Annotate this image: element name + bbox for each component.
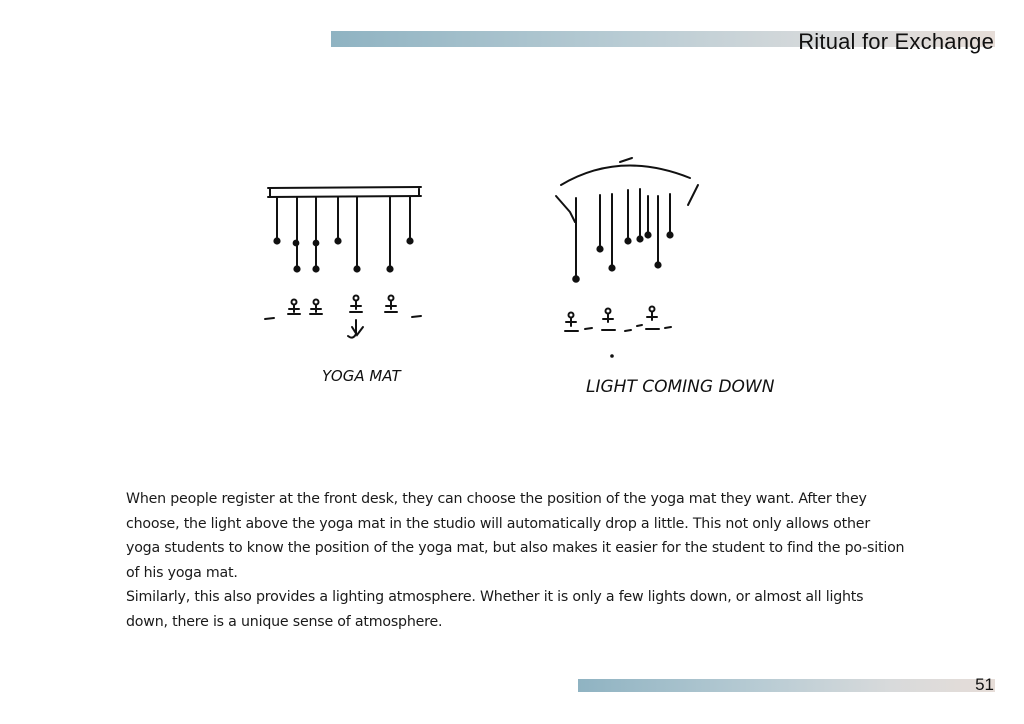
hanging-lights-left bbox=[274, 197, 412, 272]
sketch-caption-yoga-mat: YOGA MAT bbox=[322, 367, 401, 385]
yoga-people-right bbox=[565, 307, 671, 357]
page-title: Ritual for Exchange bbox=[798, 29, 994, 54]
sketch-light-coming-down bbox=[556, 158, 698, 357]
body-paragraph-2: Similarly, this also provides a lighting atmosphere. Whether it is only a few lights down, or almost all lights down, there is a unique sense of atmosphere. bbox=[126, 589, 864, 630]
footer-gradient-bar bbox=[578, 679, 995, 692]
sketch-yoga-mat bbox=[265, 187, 421, 338]
sketch-caption-light-coming-down: LIGHT COMING DOWN bbox=[586, 377, 775, 397]
hanging-lights-right bbox=[573, 189, 672, 282]
yoga-people-left bbox=[265, 296, 421, 338]
body-text bbox=[126, 487, 906, 634]
body-paragraph-1: When people register at the front desk, they can choose the position of the yoga mat they want. After they choose, the light above the yoga mat in the studio will automatically drop a little. This not only allows other yoga students to know the position of the yoga mat, but also makes it easier for the student to find the po-sition of his yoga mat. bbox=[126, 491, 905, 581]
page-number: 51 bbox=[975, 675, 994, 694]
